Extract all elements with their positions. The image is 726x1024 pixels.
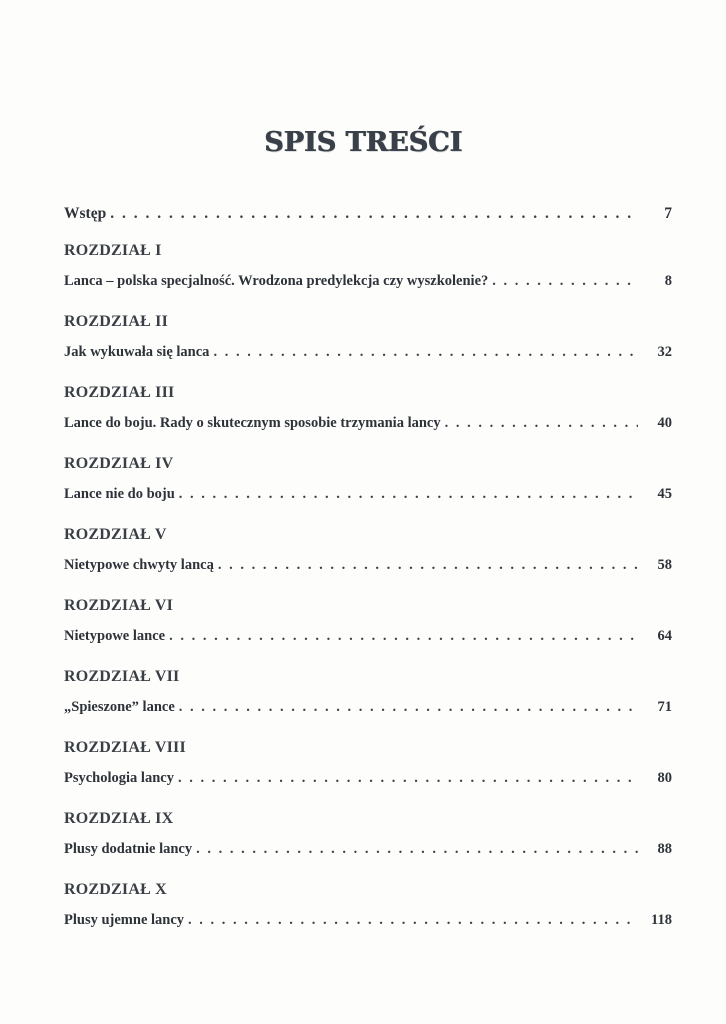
dot-leader [196,841,638,858]
toc-entry[interactable] [64,699,672,716]
chapter-heading: ROZDZIAŁ VII [64,668,180,685]
dot-leader [179,486,638,503]
chapter-heading: ROZDZIAŁ IX [64,810,174,827]
dot-leader [169,628,638,645]
chapter-heading: ROZDZIAŁ V [64,526,167,543]
toc-entry-label: Psychologia lancy [64,770,174,786]
dot-leader [179,699,638,716]
dot-leader [218,557,638,574]
toc-entry[interactable] [64,628,672,645]
dot-leader [188,912,637,929]
toc-entry-label: „Spieszone” lance [64,699,175,715]
chapter-heading: ROZDZIAŁ VI [64,597,174,614]
toc-entry-label: Nietypowe chwyty lancą [64,557,214,573]
toc-entry[interactable] [64,273,672,290]
chapter-heading: ROZDZIAŁ VIII [64,739,186,756]
toc-entry-label: Lance do boju. Rady o skutecznym sposobie trzymania lancy [64,415,441,431]
toc-entry-page: 45 [657,486,672,502]
toc-entry-label: Plusy ujemne lancy [64,912,185,928]
toc-entry[interactable] [64,557,672,574]
toc-entry-page: 71 [657,699,672,715]
toc-entry[interactable] [64,486,672,503]
toc-entry[interactable] [64,770,672,787]
chapter-heading: ROZDZIAŁ IV [64,455,174,472]
chapter-heading: ROZDZIAŁ III [64,384,175,401]
dot-leader [213,344,638,361]
toc-entry-page: 40 [657,415,672,431]
toc-entry-label: Lance nie do boju [64,486,175,502]
toc-entry-page: 64 [657,628,672,644]
toc-entry-page: 8 [664,273,672,289]
chapter-heading: ROZDZIAŁ X [64,881,167,898]
toc-entry-page: 118 [651,912,672,928]
toc-entry-page: 80 [657,770,672,786]
dot-leader [178,770,638,787]
toc-entry-label: Nietypowe lance [64,628,166,644]
toc-entry[interactable] [64,344,672,361]
toc-entry-page: 58 [657,557,672,573]
chapter-heading: ROZDZIAŁ II [64,313,169,330]
dot-leader [110,205,638,223]
toc-entry-page: 32 [657,344,672,360]
toc-entry[interactable] [64,912,672,929]
toc-entry-label: Plusy dodatnie lancy [64,841,193,857]
toc-entry[interactable] [64,415,672,432]
chapter-heading: ROZDZIAŁ I [64,242,162,259]
page-title: SPIS TREŚCI [263,127,463,158]
dot-leader [445,415,638,432]
toc-entry-intro[interactable] [64,205,672,223]
dot-leader [492,273,638,290]
toc-entry-page: 7 [664,205,672,222]
toc-entry-page: 88 [657,841,672,857]
toc-entry-label: Lanca – polska specjalność. Wrodzona predylekcja czy wyszkolenie? [64,273,489,289]
toc-entry-label: Jak wykuwała się lanca [64,344,210,360]
toc-entry-label: Wstęp [64,205,107,222]
toc-entry[interactable] [64,841,672,858]
